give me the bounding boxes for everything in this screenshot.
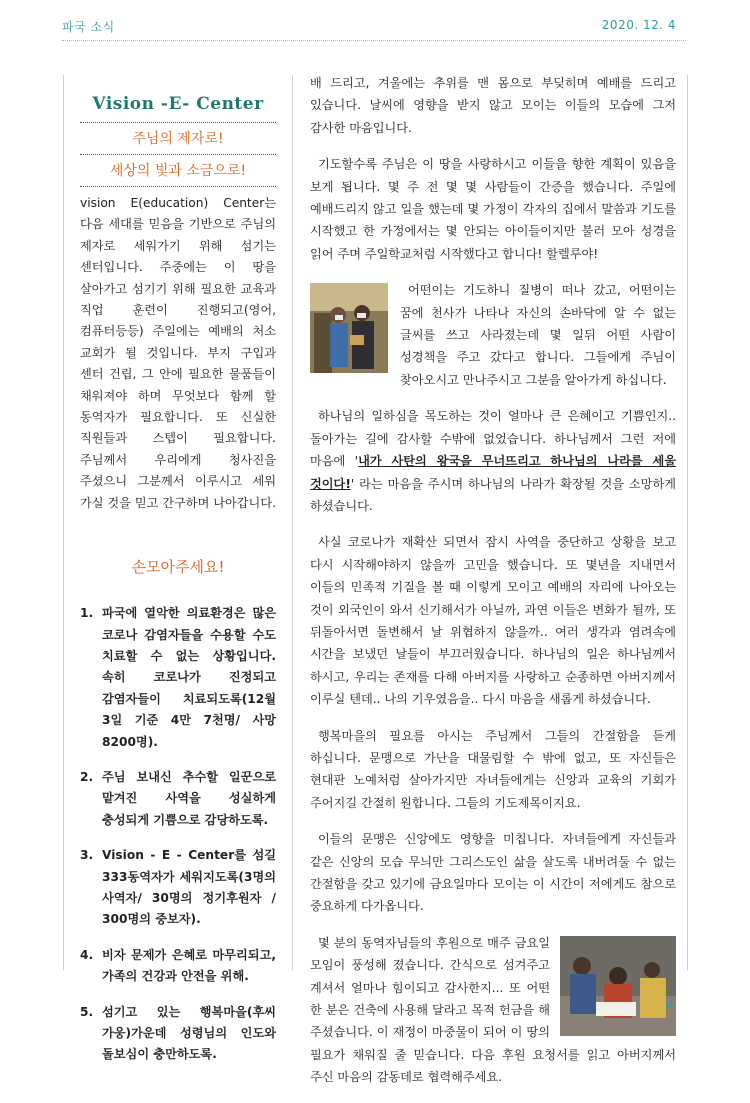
paragraph-happy-village: 행복마을의 필요를 아시는 주님께서 그들의 간절함을 듣게 하십니다. 문맹으로 가난을 대물림할 수 밖에 없고, 또 자신들은 현대판 노예처럼 살아가지만 자녀들에게는 신앙과 교육의 기회가 주어지길 간절히 원합니다. 그들의 기도제목이지요. bbox=[310, 728, 676, 810]
header-section-label: 파국 소식 bbox=[62, 20, 115, 34]
subtitle-light-salt: 세상의 빛과 소금으로! bbox=[109, 163, 247, 179]
paragraph-illiteracy: 이들의 문맹은 신앙에도 영향을 미칩니다. 자녀들에게 자신들과 같은 신앙의 모습 무늬만 그리스도인 삶을 살도록 내버려둘 수 없는 간절함을 갖고 있기에 금요일마다 모이는 이 시간이 저에게도 참으로 중요하게 다가옵니다. bbox=[310, 832, 676, 914]
left-column bbox=[80, 72, 276, 1080]
prayer-item: 2. 주님 보내신 추수할 일꾼으로 맡겨진 사역을 성실하게 충성되게 기쁨으로 감당하도록. bbox=[80, 769, 276, 827]
subtitle-disciples: 주님의 제자로! bbox=[132, 131, 224, 147]
paragraph-covid: 사실 코로나가 재확산 되면서 잠시 사역을 중단하고 상황을 보고 다시 시작해야하지 않을까 고민을 했습니다. 또 몇년을 지내면서 이들의 민족적 기질을 볼 때 이렇게 모이고 예배의 자리에 나아오는 것이 외국인이 와서 신기해서가 아닐까, 과연 이들은 변화가 될까, 또 뒤돌아서면 돌변해서 날 위협하지 않을까.. 여러 생각과 염려속에 시간을 보냈던 날들이 부끄러웠습니다. 하나님의 일은 하나님께서 하시고, 우리는 존재를 다해 아버지를 사랑하고 순종하면 아버지께서 이루실 텐데.. 나의 기우였음을.. 다시 마음을 새롭게 하셨습니다. bbox=[310, 535, 676, 707]
dotted-divider bbox=[80, 122, 276, 123]
header-date: 2020. 12. 4 bbox=[601, 18, 676, 32]
prayer-item: 5. 섬기고 있는 행복마을(후씨 가웅)가운데 성령님의 인도와 돌보심이 충만하도록. bbox=[80, 1004, 276, 1062]
paragraph-supporters: 몇 분의 동역자님들의 후원으로 매주 금요일 모임이 풍성해 졌습니다. 간식으로 섬겨주고 계셔서 얼마나 힘이되고 감사한지... 또 어떤 한 분은 건축에 사용해 달라고 목적 헌금을 해 주셨습니다. 이 재정이 마중물이 되어 이 땅의 필요가 채워질 줄 믿습니다. 다음 후원 요청서를 읽고 아버지께서 주신 마음의 감동데로 협력해주세요. bbox=[310, 935, 676, 1085]
dotted-divider bbox=[80, 154, 276, 155]
right-column bbox=[310, 72, 676, 1103]
prayer-item: 1. 파국에 열악한 의료환경은 많은 코로나 감염자들을 수용할 수도 치료할 수 없는 상황입니다. 속히 코로나가 진정되고 감염자들이 치료되도록(12월 3일 기준 4만 7천명/ 사망 8200명). bbox=[80, 606, 276, 749]
header-divider bbox=[62, 40, 686, 41]
paragraph-continued: 배 드리고, 겨울에는 추위를 맨 몸으로 부딪히며 예배를 드리고 있습니다. 날씨에 영향을 받지 않고 모이는 이들의 모습에 그저 감사한 마음입니다. bbox=[310, 76, 676, 135]
photo-two-people bbox=[310, 283, 388, 377]
left-column-border bbox=[63, 75, 64, 970]
vision-center-intro: vision E(education) Center는 다음 세대를 믿음을 기반으로 주님의 제자로 세워가기 위해 섬기는 센터입니다. 주중에는 이 땅을 살아가고 섬기기 위해 필요한 교육과 직업 훈련이 진행되고(영어, 컴퓨터등등) 주일에는 예배의 처소 교회가 될 것입니다. 부지 구입과 센터 건립, 그 안에 필요한 물품들이 채워져야 하며 무엇보다 함께 할 동역자가 필요합니다. 또 신실한 직원들과 스텝이 필요합니다. 주님께서 우리에게 청사진을 주셨으니 그분께서 이루시고 세워 가실 것을 믿고 간구하며 나아갑니다. bbox=[80, 196, 276, 510]
prayer-requests-title: 손모아주세요! bbox=[131, 558, 225, 577]
photo-friday-gathering bbox=[560, 936, 676, 1040]
page-number: 2 bbox=[665, 996, 674, 1011]
paragraph-kingdom: 하나님의 일하심을 목도하는 것이 얼마나 큰 은혜이고 기쁨인지.. 돌아가는 길에 감사할 수밖에 없었습니다. 하나님께서 그런 저에 마음에 '내가 사탄의 왕국을 무너뜨리고 하나님의 나라를 세울 것이다!' 라는 마음을 주시며 하나님의 나라가 확장될 것을 소망하게 하셨습니다. bbox=[310, 409, 677, 513]
emphasized-quote: 내가 사탄의 왕국을 무너뜨리고 하나님의 나라를 세울 것이다! bbox=[310, 454, 677, 491]
prayer-list bbox=[80, 603, 276, 1066]
paragraph-testimony: 기도할수록 주님은 이 땅을 사랑하시고 이들을 향한 계획이 있음을 보게 됩니다. 몇 주 전 몇 몇 사람들이 간증을 했습니다. 주일에 예배드리지 않고 일을 했는데 몇 가정이 각자의 집에서 말씀과 기도를 시작했고 한 가정에서는 몇 안되는 아이들이지만 불러 모아 성경을 읽어 주며 주일학교처럼 시작했다고 합니다! 할렐루야! bbox=[310, 157, 676, 261]
dotted-divider bbox=[80, 186, 276, 187]
vision-center-title: Vision -E- Center bbox=[92, 94, 264, 114]
paragraph-dreams: 어떤이는 기도하니 질병이 떠나 갔고, 어떤이는 꿈에 천사가 나타나 자신의 손바닥에 알 수 없는 글씨를 쓰고 사라졌는데 몇 일뒤 어떤 사람이 성경책을 주고 갔다고 합니다. 그들에게 주님이 찾아오시고 만나주시고 그분을 알아가게 하십니다. bbox=[400, 283, 676, 387]
prayer-item: 4. 비자 문제가 은혜로 마무리되고, 가족의 건강과 안전을 위해. bbox=[80, 947, 276, 984]
prayer-item: 3. Vision - E - Center를 섬길 333동역자가 세워지도록(3명의 사역자/ 30명의 정기후원자 / 300명의 중보자). bbox=[80, 848, 276, 927]
column-divider bbox=[292, 75, 293, 970]
right-column-border bbox=[687, 75, 688, 970]
